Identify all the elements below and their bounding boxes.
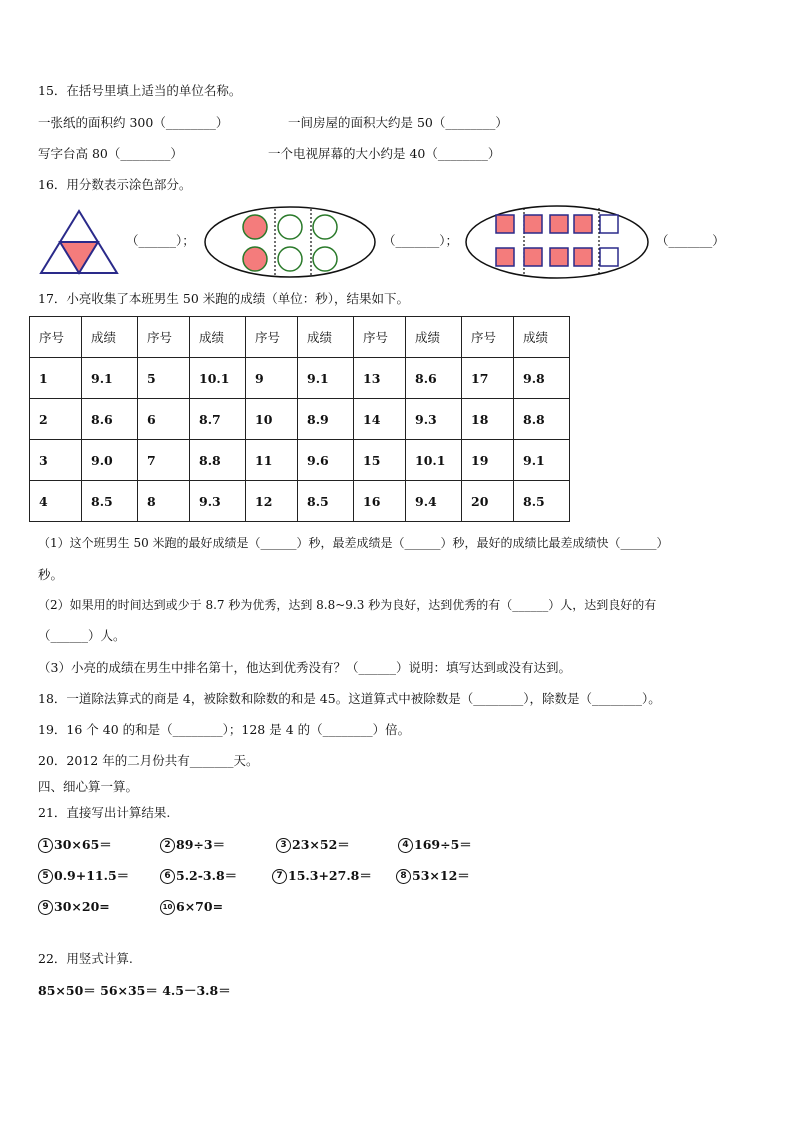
- q21-expr: 53×12＝: [412, 868, 470, 883]
- table-cell: 8.5: [298, 481, 354, 522]
- table-cell: 9.1: [298, 358, 354, 399]
- q16-blank-1: （______）；: [126, 233, 195, 248]
- q21-expr: 15.3+27.8＝: [288, 868, 372, 883]
- q21-item-6: [160, 867, 237, 885]
- triangle-figure: [38, 208, 120, 276]
- q19-text: 19．16 个 40 的和是（________）；128 是 4 的（________）倍。: [38, 722, 411, 737]
- number-circle: 5: [38, 869, 53, 884]
- table-cell: 6: [138, 399, 190, 440]
- table-cell: 4: [30, 481, 82, 522]
- table-header-cell: 成绩: [298, 317, 354, 358]
- table-cell: 9.1: [514, 440, 570, 481]
- table-cell: 8.6: [406, 358, 462, 399]
- q21-item-1: [38, 836, 112, 854]
- q15-item-a: 一张纸的面积约 300（________）: [38, 115, 229, 130]
- q21-item-4: [398, 836, 472, 854]
- table-cell: 14: [354, 399, 406, 440]
- table-cell: 8.7: [190, 399, 246, 440]
- q21-item-3: [276, 836, 350, 854]
- table-header-row: [30, 317, 570, 358]
- table-header-cell: 序号: [354, 317, 406, 358]
- table-cell: 7: [138, 440, 190, 481]
- q20-text: 20．2012 年的二月份共有_______天。: [38, 753, 259, 768]
- q15-item-d: 一个电视屏幕的大小约是 40（________）: [268, 146, 501, 161]
- table-cell: 11: [246, 440, 298, 481]
- q17-part1-line1: （1）这个班男生 50 米跑的最好成绩是（______）秒，最差成绩是（______）秒，最好的成绩比最差成绩快（______）: [38, 536, 669, 550]
- number-circle: 7: [272, 869, 287, 884]
- table-cell: 20: [462, 481, 514, 522]
- table-cell: 8.5: [82, 481, 138, 522]
- q16-title: 16．用分数表示涂色部分。: [38, 177, 192, 192]
- table-header-cell: 序号: [246, 317, 298, 358]
- table-cell: 9.8: [514, 358, 570, 399]
- table-header-cell: 成绩: [514, 317, 570, 358]
- table-cell: 8.8: [190, 440, 246, 481]
- table-cell: 5: [138, 358, 190, 399]
- table-cell: 12: [246, 481, 298, 522]
- number-circle: 6: [160, 869, 175, 884]
- q21-expr: 0.9+11.5＝: [54, 868, 130, 883]
- table-header-cell: 序号: [30, 317, 82, 358]
- q21-item-10: [160, 898, 223, 916]
- number-circle: 4: [398, 838, 413, 853]
- q22-title: 22．用竖式计算.: [38, 951, 133, 966]
- q17-part2-line2: （______）人。: [38, 628, 126, 643]
- q17-title: 17．小亮收集了本班男生 50 米跑的成绩（单位：秒），结果如下。: [38, 291, 410, 306]
- table-cell: 8.5: [514, 481, 570, 522]
- q21-title: 21．直接写出计算结果.: [38, 805, 171, 820]
- table-cell: 9.3: [190, 481, 246, 522]
- q21-item-8: [396, 867, 470, 885]
- table-cell: 9.3: [406, 399, 462, 440]
- table-header-cell: 成绩: [190, 317, 246, 358]
- q15-title: 15．在括号里填上适当的单位名称。: [38, 83, 242, 98]
- table-cell: 8.8: [514, 399, 570, 440]
- q21-expr: 5.2-3.8＝: [176, 868, 238, 883]
- number-circle: 8: [396, 869, 411, 884]
- table-cell: 8.6: [82, 399, 138, 440]
- table-cell: 8: [138, 481, 190, 522]
- table-cell: 2: [30, 399, 82, 440]
- squares-oval-figure: [464, 204, 650, 280]
- q21-expr: 6×70=: [176, 899, 224, 914]
- table-cell: 19: [462, 440, 514, 481]
- q17-part1-line2: 秒。: [38, 567, 64, 582]
- table-cell: 9.4: [406, 481, 462, 522]
- q21-item-9: [38, 898, 110, 916]
- table-cell: 10: [246, 399, 298, 440]
- q21-expr: 30×20=: [54, 899, 110, 914]
- table-row: [30, 358, 570, 399]
- table-header-cell: 成绩: [82, 317, 138, 358]
- q22-expressions: 85×50＝ 56×35＝ 4.5－3.8＝: [38, 983, 231, 998]
- table-header-cell: 序号: [462, 317, 514, 358]
- q21-expr: 23×52＝: [292, 837, 350, 852]
- q15-item-b: 一间房屋的面积大约是 50（________）: [288, 115, 508, 130]
- table-cell: 10.1: [406, 440, 462, 481]
- q17-part2-line1: （2）如果用的时间达到或少于 8.7 秒为优秀，达到 8.8~9.3 秒为良好，达到优秀的有（______）人，达到良好的有: [38, 598, 657, 612]
- number-circle: 2: [160, 838, 175, 853]
- table-cell: 9.0: [82, 440, 138, 481]
- table-cell: 3: [30, 440, 82, 481]
- q21-item-5: [38, 867, 129, 885]
- q21-item-2: [160, 836, 225, 854]
- q21-expr: 169÷5＝: [414, 837, 472, 852]
- circles-oval-figure: [203, 205, 377, 279]
- q16-blank-2: （_______）；: [383, 233, 459, 248]
- table-cell: 18: [462, 399, 514, 440]
- table-cell: 15: [354, 440, 406, 481]
- table-cell: 1: [30, 358, 82, 399]
- q15-item-c: 写字台高 80（________）: [38, 146, 183, 161]
- q21-expr: 89÷3＝: [176, 837, 226, 852]
- table-row: [30, 399, 570, 440]
- table-row: [30, 481, 570, 522]
- table-cell: 13: [354, 358, 406, 399]
- table-header-cell: 成绩: [406, 317, 462, 358]
- q18-text: 18．一道除法算式的商是 4，被除数和除数的和是 45。这道算式中被除数是（________），除数是（________）。: [38, 691, 661, 706]
- number-circle: 10: [160, 900, 175, 915]
- table-cell: 9: [246, 358, 298, 399]
- table-cell: 9.6: [298, 440, 354, 481]
- table-cell: 17: [462, 358, 514, 399]
- table-row: [30, 440, 570, 481]
- number-circle: 9: [38, 900, 53, 915]
- table-cell: 16: [354, 481, 406, 522]
- q21-item-7: [272, 867, 372, 885]
- number-circle: 3: [276, 838, 291, 853]
- table-cell: 10.1: [190, 358, 246, 399]
- q21-expr: 30×65＝: [54, 837, 112, 852]
- section-4-heading: 四、细心算一算。: [38, 779, 139, 794]
- q17-part3: （3）小亮的成绩在男生中排名第十，他达到优秀没有？（______）说明：填写达到或没有达到。: [38, 660, 571, 675]
- q16-blank-3: （_______）: [656, 233, 725, 248]
- table-cell: 9.1: [82, 358, 138, 399]
- scores-table: [29, 316, 570, 522]
- table-header-cell: 序号: [138, 317, 190, 358]
- number-circle: 1: [38, 838, 53, 853]
- table-cell: 8.9: [298, 399, 354, 440]
